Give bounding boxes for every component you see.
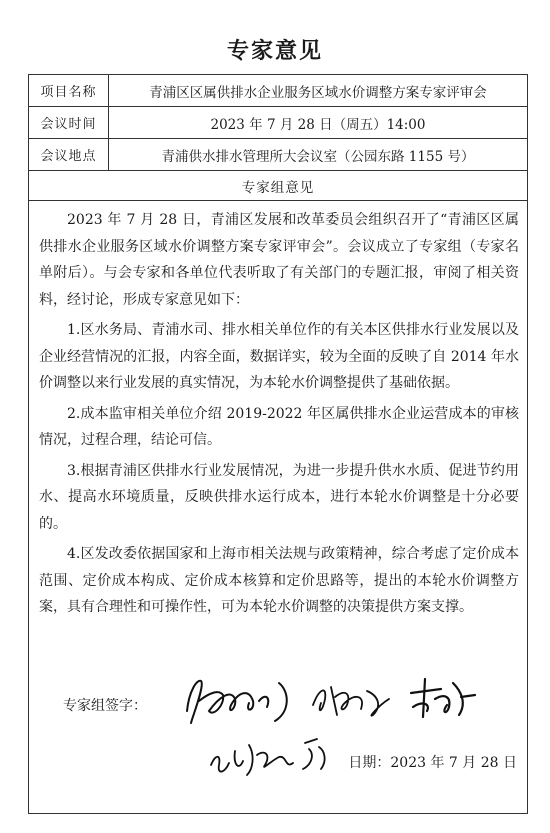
handwritten-signature-3 (401, 673, 481, 723)
time-row (29, 107, 527, 139)
date-text: 日期：2023 年 7 月 28 日 (348, 755, 517, 771)
paragraph-2: 2.成本监审相关单位介绍 2019-2022 年区属供排水企业运营成本的审核情况，过程合理，结论可信。 (39, 405, 519, 448)
paragraph-3: 3.根据青浦区供排水行业发展情况，为进一步提升供水水质、促进节约用水、提高水环境质量，反映供排水运行成本，进行本轮水价调整是十分必要的。 (39, 462, 519, 532)
project-value: 青浦区区属供排水企业服务区域水价调整方案专家评审会 (149, 84, 487, 101)
section-title: 专家组意见 (29, 171, 527, 201)
opinion-form (28, 74, 528, 814)
place-row (29, 139, 527, 171)
time-value: 2023 年 7 月 28 日（周五）14:00 (210, 116, 426, 133)
handwritten-signature-4 (205, 725, 345, 785)
paragraph-1: 1.区水务局、青浦水司、排水相关单位作的有关本区供排水行业发展以及企业经营情况的汇报，内容全面，数据详实，较为全面的反映了自 2014 年水价调整以来行业发展的真实情况，为本轮水价调整提供了基础依据。 (39, 322, 519, 391)
place-label: 会议地点 (29, 139, 109, 170)
place-value: 青浦供水排水管理所大会议室（公园东路 1155 号） (161, 148, 475, 165)
page-title: 专家意见 (226, 39, 323, 64)
paragraph-intro: 2023 年 7 月 28 日，青浦区发展和改革委员会组织召开了“青浦区区属供排水企业服务区域水价调整方案专家评审会”。会议成立了专家组（专家名单附后）。与会专家和各单位代表听取了有关部门的专题汇报，审阅了相关资料，经讨论，形成专家意见如下： (39, 212, 519, 308)
signature-label: 专家组签字： (63, 698, 147, 714)
opinion-body (39, 207, 519, 625)
handwritten-signature-1 (179, 671, 309, 731)
project-row (29, 75, 527, 107)
paragraph-4: 4.区发改委依据国家和上海市相关法规与政策精神，综合考虑了定价成本范围、定价成本构成、定价成本核算和定价思路等，提出的本轮水价调整方案，具有合理性和可操作性，可为本轮水价调整的决策提供方案支撑。 (39, 546, 519, 615)
time-label: 会议时间 (29, 107, 109, 138)
project-label: 项目名称 (29, 75, 109, 106)
handwritten-signature-2 (307, 675, 397, 725)
